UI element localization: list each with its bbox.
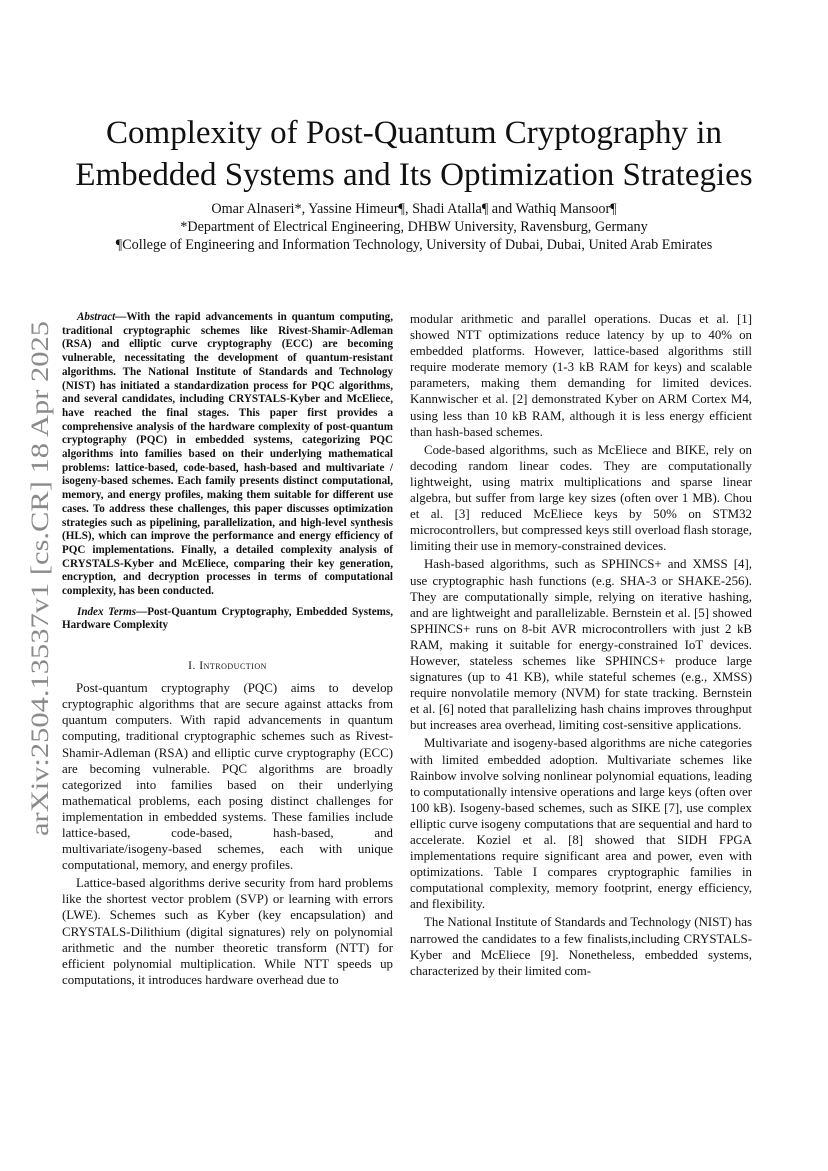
title-line-2: Embedded Systems and Its Optimization Strategies <box>75 157 753 193</box>
index-terms <box>62 606 393 633</box>
right-paragraph-3: Hash-based algorithms, such as SPHINCS+ and XMSS [4], use cryptographic hash functions (e.g. SHA-3 or SHAKE-256). They are computationally simple, relying on iterative hashing, and are lightweight and parallelizable. Bernstein et al. [5] showed SPHINCS+ runs on 8-bit AVR microcontrollers with just 2 kB RAM, making it suitable for energy-constrained IoT devices. However, stateless schemes like SPHINCS+ produce large signatures (up to 41 KB), while stateful schemes (e.g., XMSS) require nonvolatile memory (NVM) for state tracking. Bernstein et al. [6] noted that parallelizing hash chains improves throughput but increases area overhead, limiting cost-sensitive applications. <box>410 557 752 733</box>
arxiv-stamp-text: arXiv:2504.13537v1 [cs.CR] 18 Apr 2025 <box>25 405 54 836</box>
author-list: Omar Alnaseri*, Yassine Himeur¶, Shadi Atalla¶ and Wathiq Mansoor¶ <box>211 201 617 217</box>
abstract-text: —With the rapid advancements in quantum computing, traditional cryptographic schemes like Rivest-Shamir-Adleman (RSA) and elliptic curve cryptography (ECC) are becoming vulnerable, necessitating the development of quantum-resistant algorithms. The National Institute of Standards and Technology (NIST) has initiated a standardization process for PQC algorithms, and several candidates, including CRYSTALS-Kyber and McEliece, have reached the final stages. This paper first provides a comprehensive analysis of the hardware complexity of post-quantum cryptography (PQC) in embedded systems, categorizing PQC algorithms into families based on their underlying mathematical problems: lattice-based, code-based, hash-based and multivariate / isogeny-based schemes. Each family presents distinct computational, memory, and energy profiles, making them suitable for different use cases. To address these challenges, this paper discusses optimization strategies such as pipelining, parallelization, and high-level synthesis (HLS), which can improve the performance and energy efficiency of PQC implementations. Finally, a detailed complexity analysis of CRYSTALS-Kyber and McEliece, comparing their key generation, encryption, and decryption processes in terms of computational complexity, has been conducted. <box>62 311 393 598</box>
right-paragraph-4: Multivariate and isogeny-based algorithms are niche categories with limited embedded adoption. Multivariate schemes like Rainbow involve solving nonlinear polynomial equations, leading to computationally intensive operations and large keys (often over 100 kB). Isogeny-based schemes, such as SIKE [7], use complex elliptic curve isogeny computations that are sequential and hard to accelerate. Koziel et al. [8] showed that SIDH FPGA implementations require significant area and power, even with optimizations. Table I compares cryptographic families in computational complexity, memory footprint, energy efficiency, and flexibility. <box>410 736 752 912</box>
title-line-1: Complexity of Post-Quantum Cryptography in <box>106 115 722 151</box>
index-terms-text: —Post-Quantum Cryptography, Embedded Systems, Hardware Complexity <box>62 605 393 632</box>
affiliation-2: ¶College of Engineering and Information Technology, University of Dubai, Dubai, United Arab Emirates <box>115 237 713 253</box>
intro-paragraph-2: Lattice-based algorithms derive security from hard problems like the shortest vector problem (SVP) or learning with errors (LWE). Schemes such as Kyber (key encapsulation) and CRYSTALS-Dilithium (digital signatures) rely on polynomial arithmetic and the number theoretic transform (NTT) for efficient polynomial multiplication. While NTT speeds up computations, it introduces hardware overhead due to <box>62 876 393 987</box>
right-paragraph-2: Code-based algorithms, such as McEliece and BIKE, rely on decoding random linear codes. They are computationally lightweight, using matrix multiplications and sparse linear algebra, but suffer from large key sizes (often over 1 MB). Chou et al. [3] reduced McEliece keys by 50% on STM32 microcontrollers, but compressed keys still overload flash storage, limiting their use in memory-constrained devices. <box>410 442 752 554</box>
right-paragraph-1: modular arithmetic and parallel operations. Ducas et al. [1] showed NTT optimizations reduce latency by up to 40% on embedded platforms. However, lattice-based algorithms still require moderate memory (1-3 kB RAM for keys) and scalable parameters, making them demanding for limited devices. Kannwischer et al. [2] demonstrated Kyber on ARM Cortex M4, using less than 10 kB RAM, although it is less energy efficient than hash-based schemes. <box>410 312 752 439</box>
left-column <box>62 311 393 990</box>
section-heading-introduction: I. Introduction <box>188 659 267 673</box>
abstract-label: Abstract <box>77 311 116 323</box>
affiliation-1: *Department of Electrical Engineering, DHBW University, Ravensburg, Germany <box>180 219 648 235</box>
abstract <box>62 311 393 599</box>
right-column <box>410 311 752 981</box>
intro-paragraph-1: Post-quantum cryptography (PQC) aims to develop cryptographic algorithms that are secure against attacks from quantum computers. With rapid advancements in quantum computing, traditional cryptographic schemes such as Rivest-Shamir-Adleman (RSA) and elliptic curve cryptography (ECC) are becoming vulnerable. PQC algorithms are broadly categorized into families based on their underlying mathematical problems, each posing distinct challenges for implementation in embedded systems. These families include lattice-based, code-based, hash-based, and multivariate/isogeny-based schemes, each with unique computational, memory, and energy profiles. <box>62 681 393 873</box>
paper-title <box>40 112 788 196</box>
index-terms-label: Index Terms <box>77 605 137 618</box>
right-paragraph-5: The National Institute of Standards and Technology (NIST) has narrowed the candidates to a few finalists,including CRYSTALS-Kyber and McEliece [9]. Nonetheless, embedded systems, characterized by their limited com- <box>410 915 752 978</box>
arxiv-stamp <box>18 318 58 838</box>
